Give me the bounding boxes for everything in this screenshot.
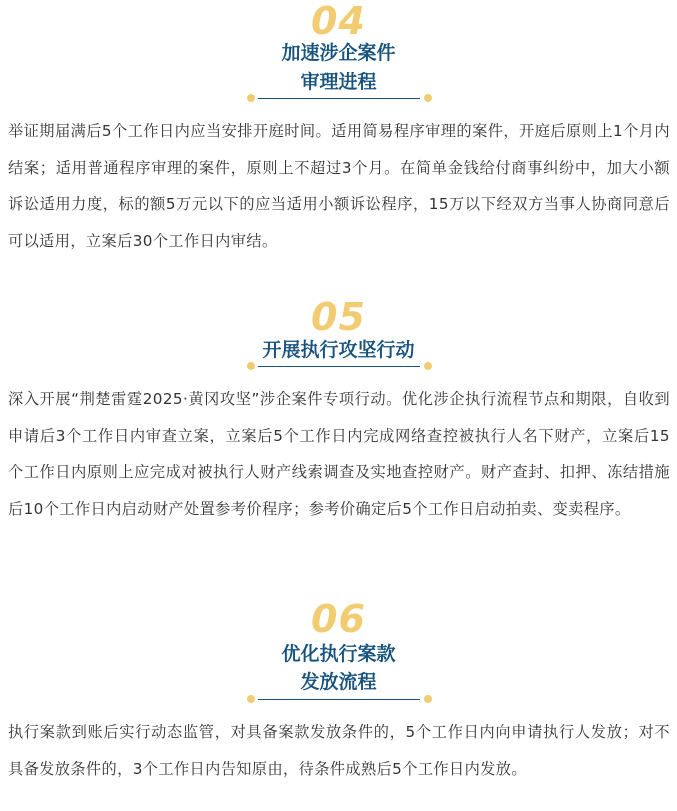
divider-dot-right [424,362,432,370]
section-title-line-2: 审理进程 [300,71,377,93]
section-number: 06 [311,597,366,641]
divider-dot-right [424,695,432,703]
section-title-line-1: 加速涉企案件 [281,42,396,64]
section-body: 举证期届满后5个工作日内应当安排开庭时间。适用简易程序审理的案件，开庭后原则上1个月内结案；适用普通程序审理的案件，原则上不超过3个月。在简单金钱给付商事纠纷中，加大小额诉讼适用力度，标的额5万元以下的应当适用小额诉讼程序，15万以下经双方当事人协商同意后可以适用，立案后30个工作日内审结。 [8,122,670,250]
section-body: 执行案款到账后实行动态监管，对具备案款发放条件的，5个工作日内向申请执行人发放；对不具备发放条件的，3个工作日内告知原由，待条件成熟后5个工作日内发放。 [8,723,670,778]
section-title-line-1: 优化执行案款 [281,643,396,665]
divider-dot-right [424,94,432,102]
divider-dot-left [247,695,255,703]
divider-dot-left [247,362,255,370]
title-divider [258,98,420,99]
title-divider [258,699,420,700]
divider-dot-left [247,94,255,102]
section-title-line-2: 发放流程 [300,671,377,693]
title-divider [258,366,420,367]
section-title-line-1: 开展执行攻坚行动 [262,339,415,361]
section-number: 05 [311,295,366,339]
section-number: 04 [311,0,366,43]
section-body: 深入开展“荆楚雷霆2025·黄冈攻坚”涉企案件专项行动。优化涉企执行流程节点和期限，自收到申请后3个工作日内审查立案，立案后5个工作日内完成网络查控被执行人名下财产，立案后15个工作日内原则上应完成对被执行人财产线索调查及实地查控财产。财产查封、扣押、冻结措施后10个工作日内启动财产处置参考价程序；参考价确定后5个工作日启动拍卖、变卖程序。 [8,390,670,518]
